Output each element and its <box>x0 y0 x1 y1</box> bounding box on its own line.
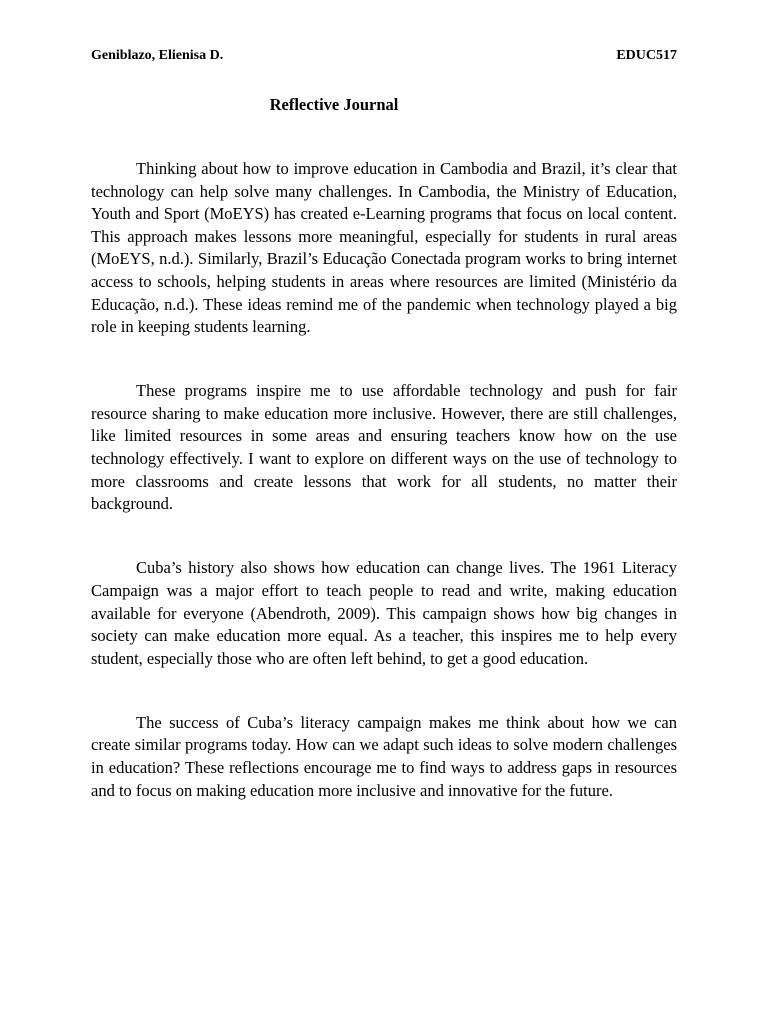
paragraph-1: Thinking about how to improve education in Cambodia and Brazil, it’s clear that technology can help solve many challenges. In Cambodia, the Ministry of Education, Youth and Sport (MoEYS) has created e-Learning programs that focus on local content. This approach makes lessons more meaningful, especially for students in rural areas (MoEYS, n.d.). Similarly, Brazil’s Educação Conectada program works to bring internet access to schools, helping students in areas where resources are limited (Ministério da Educação, n.d.). These ideas remind me of the pandemic when technology played a big role in keeping students learning. <box>91 159 677 337</box>
document-body <box>91 158 677 844</box>
paragraph-4: The success of Cuba’s literacy campaign makes me think about how we can create similar programs today. How can we adapt such ideas to solve modern challenges in education? These reflections encourage me to find ways to address gaps in resources and to focus on making education more inclusive and innovative for the future. <box>91 712 677 800</box>
paragraph-2: These programs inspire me to use affordable technology and push for fair resource sharing to make education more inclusive. However, there are still challenges, like limited resources in some areas and ensuring teachers know how on the use technology effectively. I want to explore on different ways on the use of technology to more classrooms and create lessons that work for all students, no matter their background. <box>91 381 677 514</box>
paragraph-3: Cuba’s history also shows how education can change lives. The 1961 Literacy Campaign was a major effort to teach people to read and write, making education available for everyone (Abendroth, 2009). This campaign shows how big changes in society can make education more equal. As a teacher, this inspires me to help every student, especially those who are often left behind, to get a good education. <box>91 558 677 668</box>
page-header <box>91 46 677 66</box>
course-code: EDUC517 <box>616 48 677 63</box>
document-title: Reflective Journal <box>269 95 399 114</box>
author-name: Geniblazo, Elienisa D. <box>91 48 224 63</box>
